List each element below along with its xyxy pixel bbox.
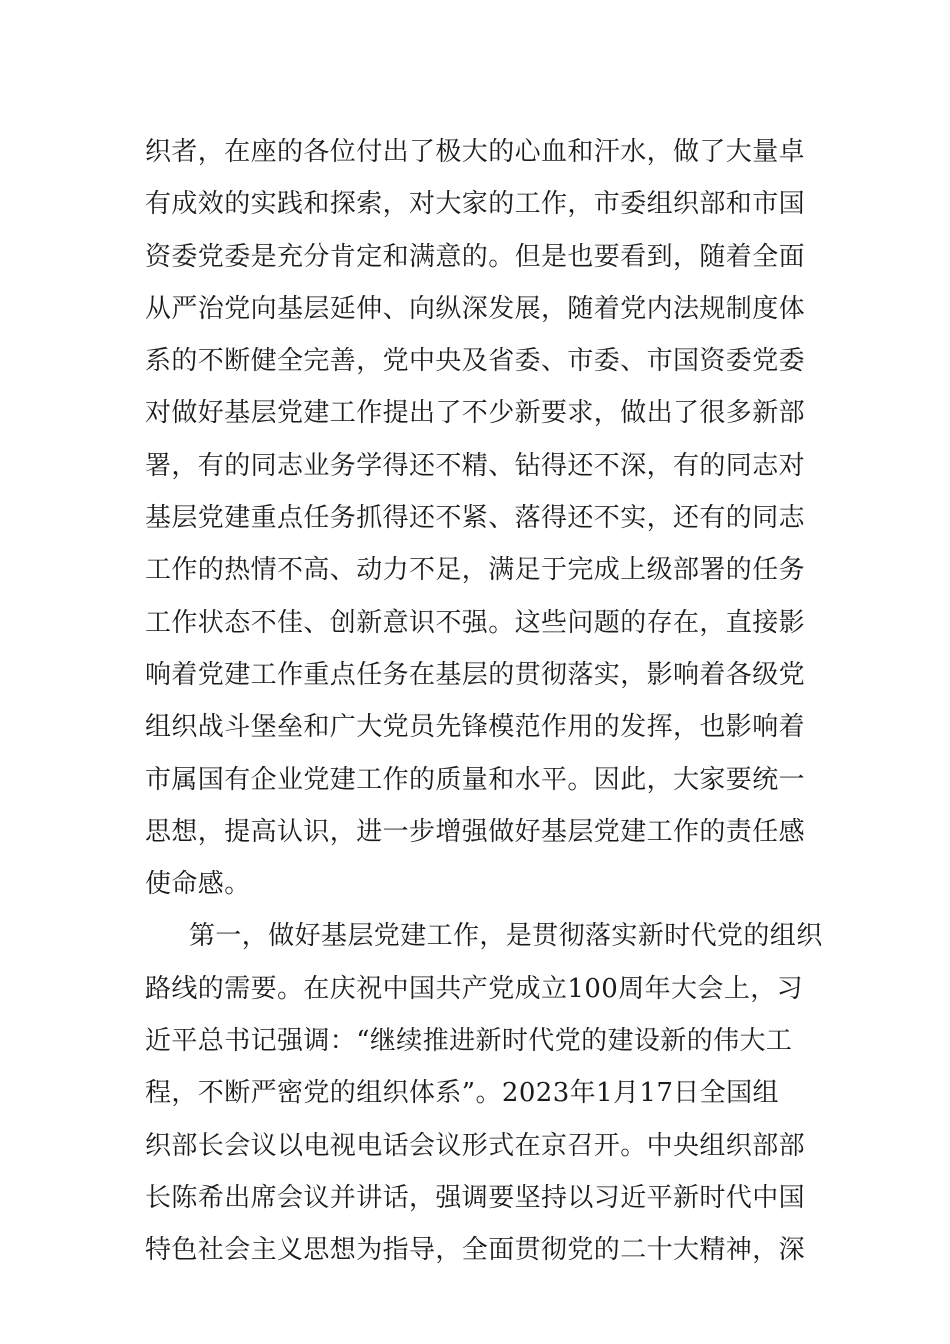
- paragraph-line: 工作的热情不高、动力不足，满足于完成上级部署的任务: [145, 555, 806, 586]
- paragraph-line: 资委党委是充分肯定和满意的。但是也要看到，随着全面: [145, 241, 806, 272]
- paragraph-line: 从严治党向基层延伸、向纵深发展，随着党内法规制度体: [145, 293, 806, 324]
- paragraph-line: 程，不断严密党的组织体系”。2023年1月17日全国组: [145, 1078, 779, 1109]
- paragraph-line: 系的不断健全完善，党中央及省委、市委、市国资委党委: [145, 346, 806, 377]
- paragraph-2: [145, 910, 825, 1276]
- paragraph-line: 基层党建重点任务抓得还不紧、落得还不实，还有的同志: [145, 503, 806, 534]
- paragraph-line: 署，有的同志业务学得还不精、钻得还不深，有的同志对: [145, 450, 806, 481]
- document-body: [145, 126, 825, 1277]
- paragraph-line: 工作状态不佳、创新意识不强。这些问题的存在，直接影: [145, 607, 806, 638]
- paragraph-line: 思想，提高认识，进一步增强做好基层党建工作的责任感: [145, 816, 806, 847]
- paragraph-line: 长陈希出席会议并讲话，强调要坚持以习近平新时代中国: [145, 1182, 806, 1213]
- paragraph-line: 织者，在座的各位付出了极大的心血和汗水，做了大量卓: [145, 137, 806, 167]
- paragraph-line: 使命感。: [145, 869, 251, 900]
- paragraph-line: 有成效的实践和探索，对大家的工作，市委组织部和市国: [145, 189, 806, 220]
- paragraph-line: 市属国有企业党建工作的质量和水平。因此，大家要统一: [145, 764, 806, 795]
- paragraph-line: 对做好基层党建工作提出了不少新要求，做出了很多新部: [145, 398, 806, 429]
- paragraph-1: [145, 126, 825, 910]
- paragraph-line: 特色社会主义思想为指导，全面贯彻党的二十大精神，深: [145, 1235, 806, 1266]
- paragraph-line: 路线的需要。在庆祝中国共产党成立100周年大会上，习: [145, 973, 804, 1004]
- paragraph-line: 近平总书记强调：“继续推进新时代党的建设新的伟大工: [145, 1026, 793, 1057]
- paragraph-line: 组织战斗堡垒和广大党员先锋模范作用的发挥，也影响着: [145, 712, 806, 743]
- paragraph-line: 第一，做好基层党建工作，是贯彻落实新时代党的组织: [189, 921, 823, 952]
- paragraph-line: 织部长会议以电视电话会议形式在京召开。中央组织部部: [145, 1130, 806, 1161]
- paragraph-line: 响着党建工作重点任务在基层的贯彻落实，影响着各级党: [145, 659, 806, 690]
